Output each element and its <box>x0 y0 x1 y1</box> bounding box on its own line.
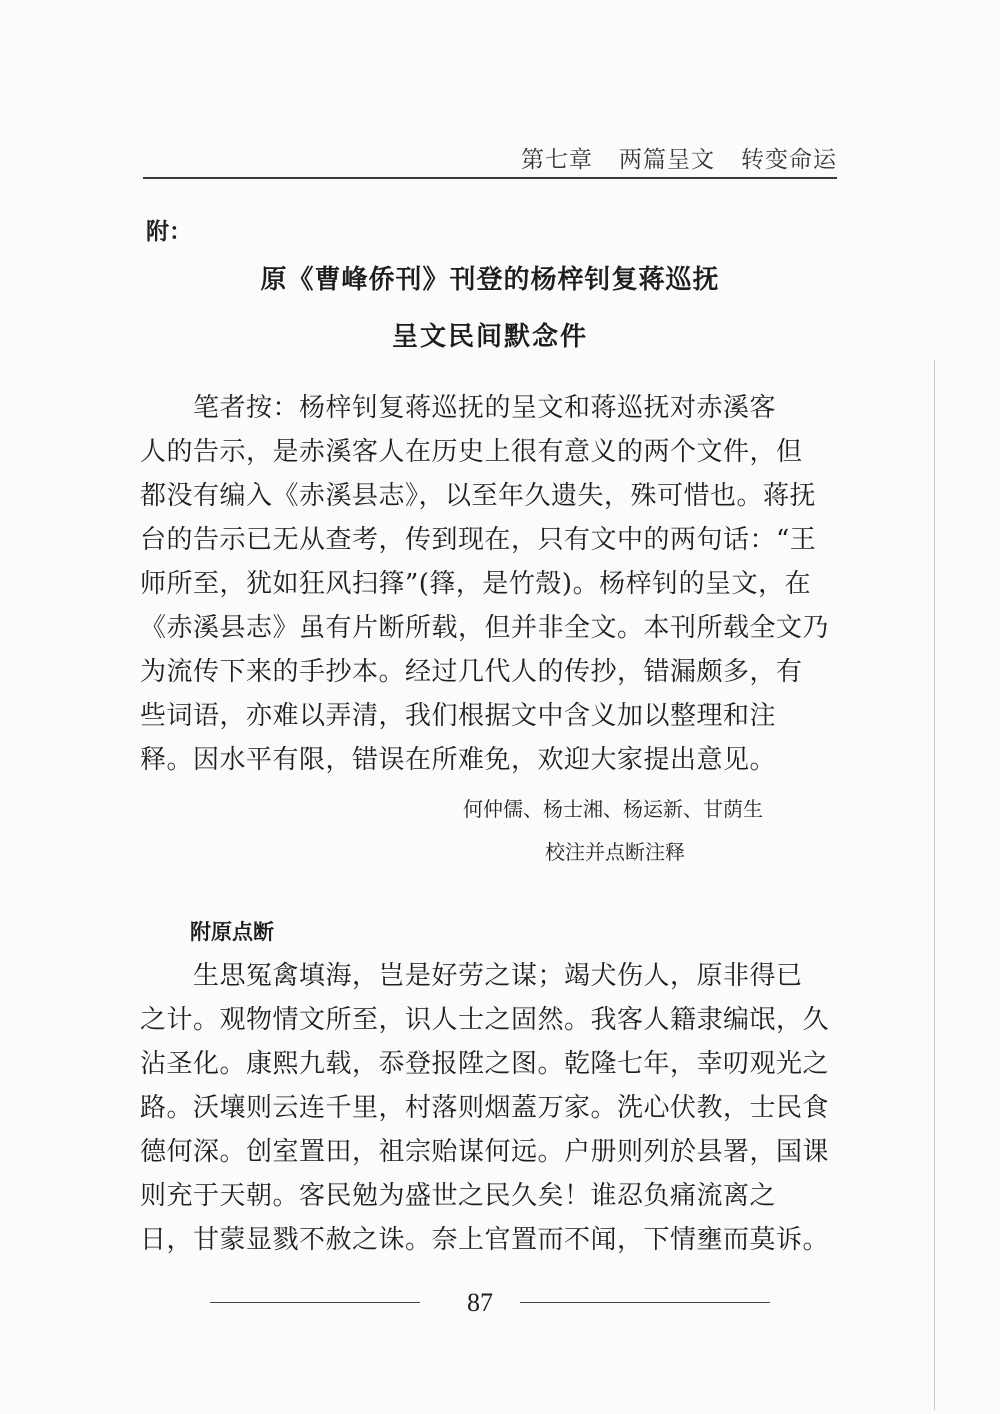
note-line: 为流传下来的手抄本。经过几代人的传抄，错漏颇多，有 <box>140 657 803 687</box>
footer-rule-right <box>520 1302 770 1303</box>
section-title: 附原点断 <box>190 920 274 944</box>
note-line: 释。因水平有限，错误在所难免，欢迎大家提出意见。 <box>140 745 777 775</box>
note-line: 师所至，犹如狂风扫箨”(箨，是竹殼)。杨梓钊的呈文，在 <box>140 569 812 599</box>
header-rule <box>143 177 837 179</box>
body-line: 德何深。创室置田，祖宗贻谋何远。户册则列於县署，国课 <box>140 1137 830 1167</box>
note-line: 些词语，亦难以弄清，我们根据文中含义加以整理和注 <box>140 701 777 731</box>
note-line: 笔者按：杨梓钊复蒋巡抚的呈文和蒋巡抚对赤溪客 <box>140 393 777 423</box>
footer-rule-left <box>210 1302 420 1303</box>
note-line: 《赤溪县志》虽有片断所载，但并非全文。本刊所载全文乃 <box>140 613 830 643</box>
appendix-label: 附： <box>146 219 192 245</box>
body-line: 沾圣化。康熙九载，忝登报陞之图。乾隆七年，幸叨观光之 <box>140 1049 830 1079</box>
document-title-line-1: 原《曹峰侨刊》刊登的杨梓钊复蒋巡抚 <box>260 265 720 295</box>
editors-names: 何仲儒、杨士湘、杨运新、甘荫生 <box>463 797 763 821</box>
note-line: 台的告示已无从查考，传到现在，只有文中的两句话：“王 <box>140 525 817 555</box>
body-line: 日，甘蒙显戮不赦之诛。奈上官置而不闻，下情壅而莫诉。 <box>140 1225 830 1255</box>
page-number: 87 <box>467 1288 493 1317</box>
editors-role: 校注并点断注释 <box>545 840 685 864</box>
body-line: 路。沃壤则云连千里，村落则烟蓋万家。洗心伏教，士民食 <box>140 1093 830 1123</box>
body-line: 之计。观物情文所至，识人士之固然。我客人籍隶编氓，久 <box>140 1005 830 1035</box>
running-header <box>521 141 837 174</box>
document-title-line-2: 呈文民间默念件 <box>391 322 588 352</box>
page-edge-line <box>934 360 935 1410</box>
note-line: 人的告示，是赤溪客人在历史上很有意义的两个文件，但 <box>140 437 803 467</box>
chapter-title-part1: 两篇呈文 <box>619 147 715 173</box>
body-line: 生思冤禽填海，岂是好劳之谋；竭犬伤人，原非得已 <box>140 961 803 991</box>
chapter-title-part2: 转变命运 <box>741 147 837 173</box>
note-line: 都没有编入《赤溪县志》，以至年久遗失，殊可惜也。蒋抚 <box>140 481 817 511</box>
chapter-label: 第七章 <box>521 147 593 173</box>
body-line: 则充于天朝。客民勉为盛世之民久矣！谁忍负痛流离之 <box>140 1181 777 1211</box>
